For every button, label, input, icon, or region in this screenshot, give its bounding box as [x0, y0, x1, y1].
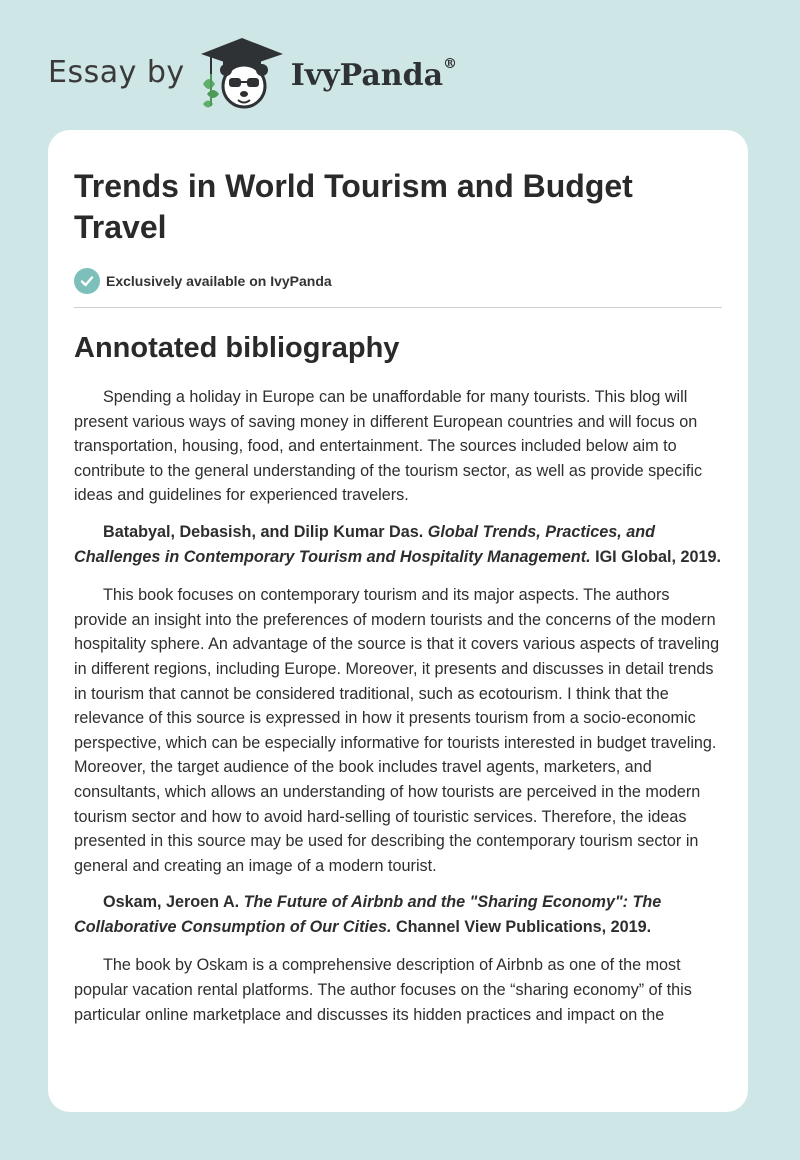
page-title: Trends in World Tourism and Budget Travel [74, 168, 633, 245]
section-heading: Annotated bibliography [74, 332, 400, 364]
check-circle-icon [74, 268, 100, 294]
citation-2-title: The Future of Airbnb and the "Sharing Economy": The Collaborative Consumption of Our Cities. [74, 893, 662, 936]
citation-1-publisher: IGI Global, 2019. [595, 547, 722, 566]
essay-by-label: Essay by [48, 54, 185, 90]
panda-graduate-logo-icon[interactable] [199, 34, 285, 110]
annotation-1: This book focuses on contemporary tourism and its major aspects. The authors provide an insight into the preferences of modern tourists and the concerns of the modern hospitality sphere. An advantage of the source is that it covers various aspects of traveling in different regions, including Europe. Moreover, it presents and discusses in detail trends in tourism that cannot be considered traditional, such as ecotourism. I think that the relevance of this source is expressed in how it presents tourism from a socio-economic perspective, which can be especially informative for tourists interested in budget traveling. Moreover, the target audience of the book includes travel agents, marketers, and consultants, which allows an understanding of how tourists are perceived in the modern tourism sector and how to avoid hard-selling of touristic services. Therefore, the ideas presented in this source may be used for describing the contemporary tourism sector in general and creating an image of a modern tourist. [74, 586, 720, 875]
exclusive-text: Exclusively available on IvyPanda [106, 273, 332, 289]
citation-1 [74, 520, 722, 569]
citation-2-publisher: Channel View Publications, 2019. [395, 917, 652, 936]
registered-mark: ® [443, 55, 458, 72]
site-header [48, 34, 457, 110]
intro-paragraph: Spending a holiday in Europe can be unaffordable for many tourists. This blog will present various ways of saving money in different European countries and will focus on transportation, housing, food, and entertainment. The sources included below aim to contribute to the general understanding of the tourism sector, as well as provide specific ideas and guidelines for experienced travelers. [74, 388, 703, 505]
citation-2 [74, 890, 722, 939]
divider [74, 307, 722, 308]
citation-1-title: Global Trends, Practices, and Challenges in Contemporary Tourism and Hospitality Management. [74, 522, 656, 566]
article-card [48, 130, 748, 1112]
citation-2-authors: Oskam, Jeroen A. [103, 893, 240, 912]
annotation-2: The book by Oskam is a comprehensive description of Airbnb as one of the most popular vacation rental platforms. The author focuses on the “sharing economy” of this particular online marketplace and discusses its hidden practices and impact on the [74, 956, 692, 1024]
citation-1-authors: Batabyal, Debasish, and Dilip Kumar Das. [103, 522, 424, 541]
exclusive-badge [74, 268, 722, 294]
brand-name[interactable]: IvyPanda® [290, 55, 458, 93]
